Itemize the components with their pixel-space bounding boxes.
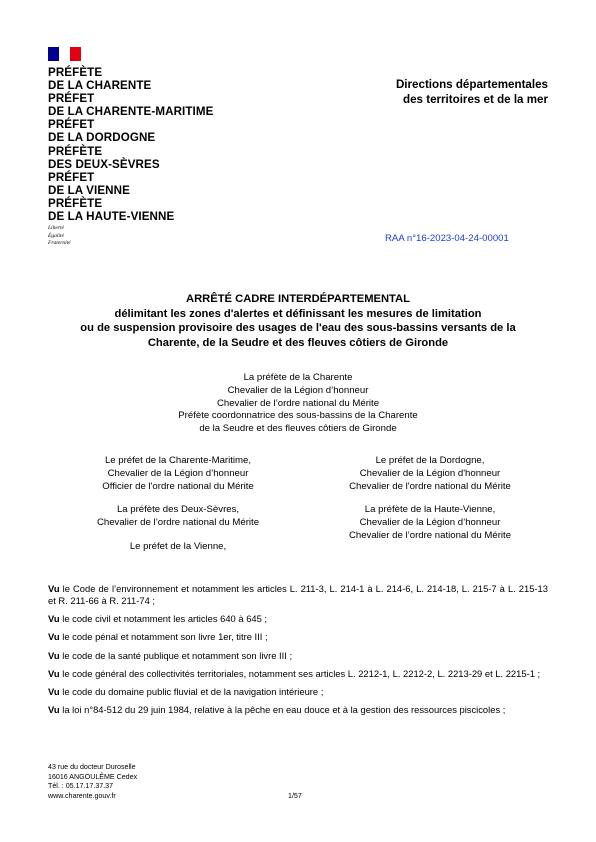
- title-line: ARRÊTÉ CADRE INTERDÉPARTEMENTAL: [186, 293, 410, 305]
- vu-clause: [48, 631, 548, 643]
- title-line: délimitant les zones d'alertes et définissant les mesures de limitation: [114, 307, 482, 320]
- prefecture-line: PRÉFÈTE: [48, 66, 103, 79]
- vu-prefix: Vu: [48, 685, 60, 697]
- prefectures-block: [48, 66, 213, 223]
- address-line: 16016 ANGOULÊME Cedex: [48, 772, 138, 781]
- footer-address: [48, 763, 137, 801]
- prefect-line: Préfète coordonnatrice des sous-bassins de la Charente: [178, 410, 418, 422]
- directions-header: [396, 78, 548, 107]
- prefecture-line: DE LA HAUTE-VIENNE: [48, 210, 175, 224]
- prefect-line: La préfète de la Haute-Vienne,: [364, 504, 496, 516]
- motto-line: Liberté: [48, 225, 64, 231]
- title-line: ou de suspension provisoire des usages de l'eau des sous-bassins versants de la: [80, 322, 516, 335]
- address-line: www.charente.gouv.fr: [48, 791, 116, 800]
- prefecture-line: PRÉFÈTE: [48, 144, 103, 158]
- vu-prefix: Vu: [48, 631, 60, 643]
- prefect-line: Officier de l'ordre national du Mérite: [102, 480, 254, 492]
- prefect-line: de la Seudre et des fleuves côtiers de Gironde: [199, 423, 397, 435]
- vu-clause: [48, 686, 548, 698]
- vu-clause: [48, 704, 548, 716]
- vu-prefix: Vu: [48, 613, 60, 625]
- vu-text: le code général des collectivités territoriales, notamment ses articles L. 2212-1, L. 2212-2, L. 2213-29 et L. 2215-1 ;: [59, 667, 541, 679]
- motto-line: Fraternité: [48, 240, 71, 247]
- legal-references: [48, 583, 548, 722]
- prefect-line: Le préfet de la Charente-Maritime,: [104, 455, 252, 466]
- prefecture-line: PRÉFET: [48, 92, 95, 106]
- prefect-line: La préfète des Deux-Sèvres,: [116, 504, 240, 516]
- vu-text: le code de la santé publique et notamment son livre III ;: [59, 649, 293, 661]
- vu-prefix: Vu: [48, 583, 60, 594]
- vu-text: le code du domaine public fluvial et de la navigation intérieure ;: [59, 685, 324, 697]
- prefect-block: [78, 504, 278, 530]
- prefect-line: Le préfet de la Dordogne,: [375, 455, 485, 466]
- republic-motto: [48, 225, 71, 248]
- vu-clause: [48, 650, 548, 662]
- prefect-line: Chevalier de la Légion d'honneur: [359, 467, 501, 479]
- prefect-line: Chevalier de la Légion d’honneur: [107, 467, 249, 479]
- prefect-line: Chevalier de l’ordre national du Mérite: [96, 517, 260, 529]
- vu-clause: [48, 583, 548, 608]
- prefecture-line: DES DEUX-SÈVRES: [48, 157, 160, 171]
- prefect-line: Chevalier de l’ordre national du Mérite: [216, 397, 380, 409]
- vu-prefix: Vu: [48, 649, 60, 661]
- vu-text: la loi n°84-512 du 29 juin 1984, relative à la pêche en eau douce et à la gestion des ressources piscicoles ;: [59, 703, 506, 715]
- prefect-line: Chevalier de la Légion d’honneur: [359, 517, 501, 529]
- prefects-right-column: [320, 455, 540, 554]
- vu-clause: [48, 613, 548, 625]
- prefect-block: [78, 455, 278, 493]
- vu-text: le code pénal et notamment son livre 1er, titre III ;: [59, 631, 268, 643]
- directions-line: des territoires et de la mer: [403, 92, 548, 106]
- vu-prefix: Vu: [48, 703, 60, 715]
- prefect-line: La préfète de la Charente: [243, 372, 353, 383]
- prefecture-line: DE LA CHARENTE-MARITIME: [48, 105, 214, 119]
- document-title: [20, 292, 576, 351]
- address-line: 43 rue du docteur Duroselle: [48, 763, 136, 771]
- directions-line: Directions départementales: [395, 78, 548, 91]
- vu-prefix: Vu: [48, 667, 60, 679]
- raa-reference: RAA n°16-2023-04-24-00001: [385, 233, 509, 244]
- title-line: Charente, de la Seudre et des fleuves côtiers de Gironde: [147, 337, 449, 350]
- marianne-flag-logo: [48, 47, 81, 61]
- prefect-block: [320, 455, 540, 493]
- prefects-left-column: [78, 455, 278, 565]
- prefecture-line: PRÉFET: [48, 118, 95, 132]
- prefect-block: [78, 541, 278, 554]
- prefect-line: Le préfet de la Vienne,: [129, 540, 227, 552]
- page-number: 1/57: [288, 792, 302, 800]
- prefect-block: [320, 504, 540, 542]
- prefect-line: Chevalier de l'ordre national du Mérite: [349, 480, 511, 492]
- prefecture-line: PRÉFET: [48, 170, 95, 184]
- motto-line: Égalité: [48, 232, 64, 239]
- prefecture-line: DE LA DORDOGNE: [48, 131, 156, 145]
- vu-text: le code civil et notamment les articles 640 à 645 ;: [59, 613, 268, 625]
- vu-text: le Code de l’environnement et notamment les articles L. 211-3, L. 214-1 à L. 214-6, L. 214-18, L. 215-7 à L. 215-13 et R. 211-66 à R. 211-74 ;: [48, 583, 548, 607]
- prefecture-line: DE LA VIENNE: [48, 183, 130, 197]
- prefecture-line: PRÉFÈTE: [48, 196, 103, 210]
- vu-clause: [48, 668, 548, 680]
- prefect-line: Chevalier de l’ordre national du Mérite: [348, 529, 512, 541]
- prefecture-line: DE LA CHARENTE: [48, 79, 152, 93]
- prefect-line: Chevalier de la Légion d’honneur: [227, 384, 369, 396]
- address-line: Tél. : 05.17.17.37.37: [48, 782, 114, 791]
- coordinating-prefect-block: [60, 372, 536, 436]
